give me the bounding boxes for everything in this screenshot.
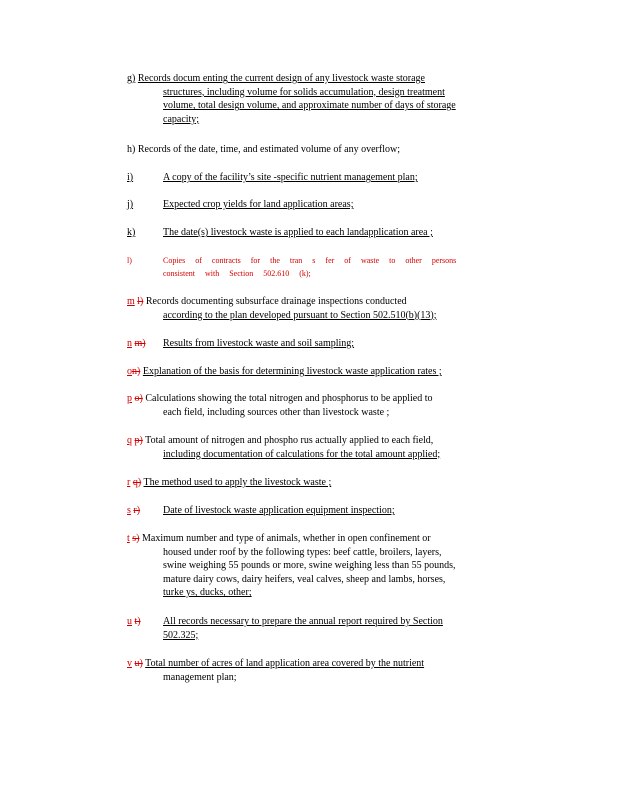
item-label-new: r [127, 477, 131, 488]
item-text-line: Records docum enting the current design of any livestock waste storage [137, 73, 425, 84]
item-label-old: u) [134, 658, 143, 669]
item-label-old: o) [134, 393, 143, 404]
item-u [127, 615, 527, 642]
item-text-line: Records of the date, time, and estimated volume of any overflow; [137, 144, 400, 155]
item-label: j) [127, 199, 134, 210]
item-g [127, 72, 527, 126]
item-label-new: m [127, 296, 135, 307]
item-l [127, 254, 527, 280]
item-text-line: capacity; [163, 113, 200, 125]
item-label-old: l) [137, 296, 144, 307]
item-t [127, 532, 527, 600]
item-label-old: t) [134, 616, 141, 627]
item-k [127, 226, 527, 240]
item-text-line: The date(s) livestock waste is applied to each landapplication area ; [163, 227, 433, 238]
item-text-line: housed under roof by the following types: beef cattle, broilers, layers, [163, 546, 442, 558]
item-text-line: Total number of acres of land application area covered by the nutrient [145, 658, 425, 669]
item-label: h) [127, 144, 136, 155]
item-n [127, 337, 527, 351]
item-text-line: Results from livestock waste and soil sampling; [163, 338, 355, 349]
item-label-old: n) [132, 366, 141, 377]
item-h [127, 143, 527, 157]
item-s [127, 504, 527, 518]
item-text-line: including documentation of calculations for the total amount applied; [163, 448, 441, 460]
item-text-line: Expected crop yields for land application areas; [163, 199, 354, 210]
item-text-line: structures, including volume for solids accumulation, design treatment [163, 86, 445, 98]
item-label-old: q) [132, 477, 142, 488]
item-i [127, 171, 527, 185]
item-text-line: The method used to apply the livestock waste ; [143, 477, 332, 488]
item-label-new: p [127, 393, 132, 404]
item-text-line: Maximum number and type of animals, whether in open confinement or [142, 533, 431, 544]
item-label-new: n [127, 338, 132, 349]
item-text-line: A copy of the facility’s site -specific nutrient management plan; [163, 172, 418, 183]
item-label: i) [127, 172, 134, 183]
item-label-old: m) [134, 338, 146, 349]
item-label-new: t [127, 533, 130, 544]
item-label-new: v [127, 658, 132, 669]
item-text-line: All records necessary to prepare the annual report required by Section [163, 616, 443, 627]
item-text-line: volume, total design volume, and approximate number of days of storage [163, 100, 456, 112]
item-o [127, 365, 527, 379]
item-text-line: management plan; [163, 671, 237, 683]
item-text-line: swine weighing 55 pounds or more, swine weighing less than 55 pounds, [163, 560, 456, 572]
item-m [127, 295, 527, 322]
item-r [127, 476, 527, 490]
item-j [127, 198, 527, 212]
item-text-line: according to the plan developed pursuant to Section 502.510(b)(13); [163, 309, 437, 321]
item-v [127, 657, 527, 684]
item-text-line: each field, including sources other than livestock waste ; [163, 406, 390, 418]
item-label-old: r) [133, 505, 141, 516]
item-text-line: Explanation of the basis for determining livestock waste application rates ; [142, 366, 442, 377]
item-label: k) [127, 227, 136, 238]
item-label-new: s [127, 505, 131, 516]
item-label: g) [127, 73, 136, 84]
item-text-line: 502.325; [163, 629, 199, 641]
item-text-line: Calculations showing the total nitrogen and phosphorus to be applied to [145, 393, 433, 404]
item-label-new: u [127, 616, 132, 627]
item-label-old: s) [132, 533, 140, 544]
item-text-line: Records documenting subsurface drainage inspections conducted [145, 296, 407, 307]
item-label: l) [127, 256, 132, 265]
item-q [127, 434, 527, 461]
item-text-line: consistent with Section 502.610 (k); [163, 269, 311, 278]
item-label-new: q [127, 435, 132, 446]
item-text-line: turke ys, ducks, other; [163, 587, 252, 599]
item-p [127, 392, 527, 419]
item-label-old: p) [134, 435, 143, 446]
item-text-line: Date of livestock waste application equipment inspection; [163, 505, 395, 516]
item-text-line: mature dairy cows, dairy heifers, veal calves, sheep and lambs, horses, [163, 573, 446, 585]
item-text-line: Total amount of nitrogen and phospho rus actually applied to each field, [145, 435, 434, 446]
item-label-new: o [127, 366, 132, 377]
item-text-line: Copies of contracts for the tran s fer of waste to other persons [163, 256, 457, 265]
